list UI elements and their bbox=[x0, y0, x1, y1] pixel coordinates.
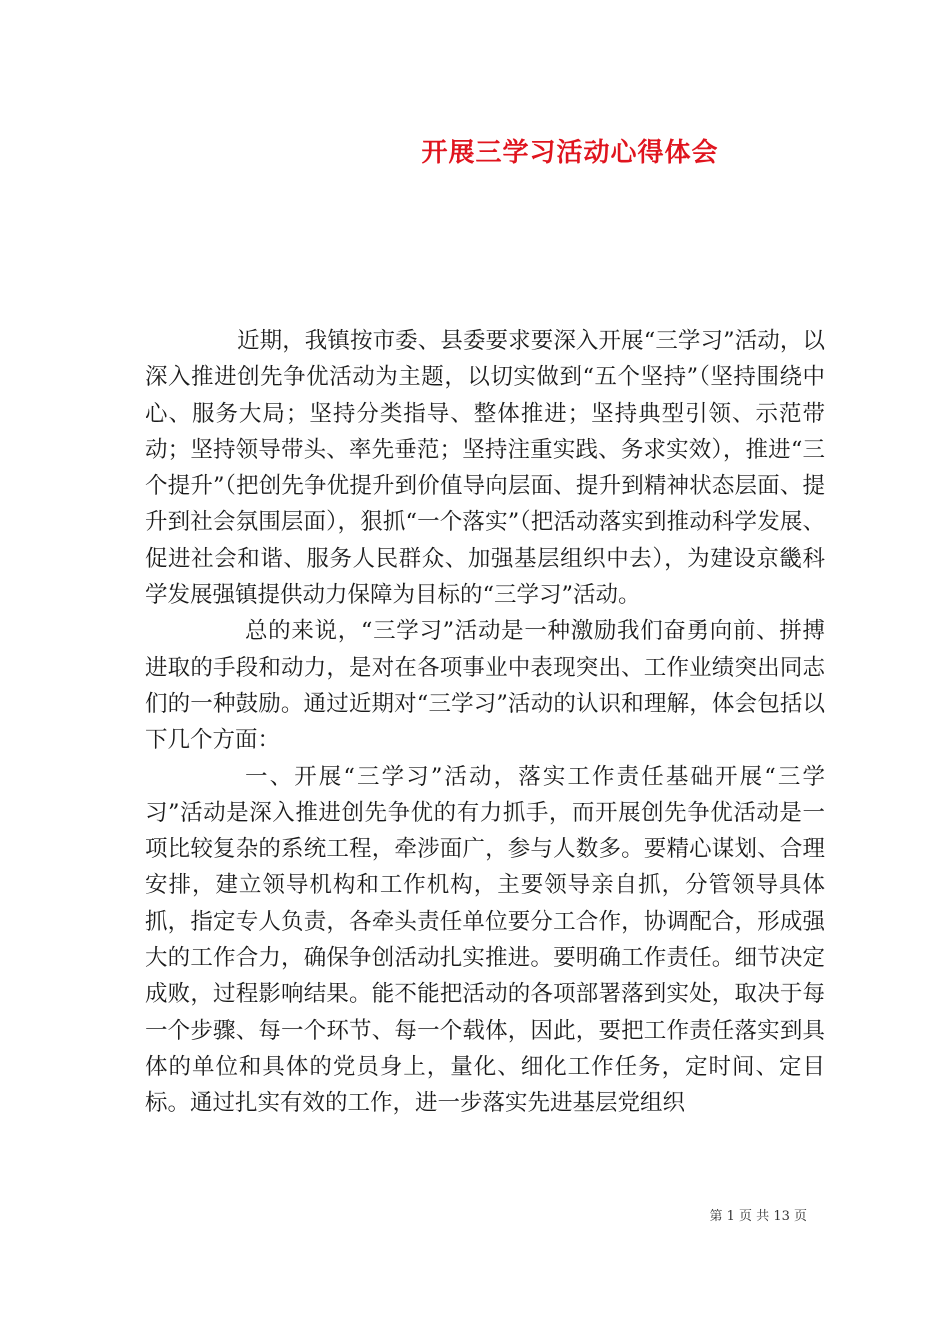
page-number: 第 1 页 共 13 页 bbox=[709, 1209, 807, 1224]
document-body bbox=[145, 323, 825, 1122]
paragraph-summary: 总的来说，“三学习”活动是一种激励我们奋勇向前、拼搏进取的手段和动力，是对在各项事业中表现突出、工作业绩突出同志们的一种鼓励。通过近期对“三学习”活动的认识和理解，体会包括以下几个方面： bbox=[145, 618, 825, 754]
document-title: 开展三学习活动心得体会 bbox=[421, 138, 719, 168]
paragraph-section-one: 一、开展“三学习”活动，落实工作责任基础开展“三学习”活动是深入推进创先争优的有力抓手，而开展创先争优活动是一项比较复杂的系统工程，牵涉面广，参与人数多。要精心谋划、合理安排，建立领导机构和工作机构，主要领导亲自抓，分管领导具体抓，指定专人负责，各牵头责任单位要分工合作，协调配合，形成强大的工作合力，确保争创活动扎实推进。要明确工作责任。细节决定成败，过程影响结果。能不能把活动的各项部署落到实处，取决于每一个步骤、每一个环节、每一个载体，因此，要把工作责任落实到具体的单位和具体的党员身上，量化、细化工作任务，定时间、定目标。通过扎实有效的工作，进一步落实先进基层党组织 bbox=[145, 763, 825, 1117]
paragraph-intro: 近期，我镇按市委、县委要求要深入开展“三学习”活动，以深入推进创先争优活动为主题，以切实做到“五个坚持”（坚持围绕中心、服务大局；坚持分类指导、整体推进；坚持典型引领、示范带动；坚持领导带头、率先垂范；坚持注重实践、务求实效），推进“三个提升”（把创先争优提升到价值导向层面、提升到精神状态层面、提升到社会氛围层面），狠抓“一个落实”（把活动落实到推动科学发展、促进社会和谐、服务人民群众、加强基层组织中去），为建设京畿科学发展强镇提供动力保障为目标的“三学习”活动。 bbox=[145, 328, 825, 609]
